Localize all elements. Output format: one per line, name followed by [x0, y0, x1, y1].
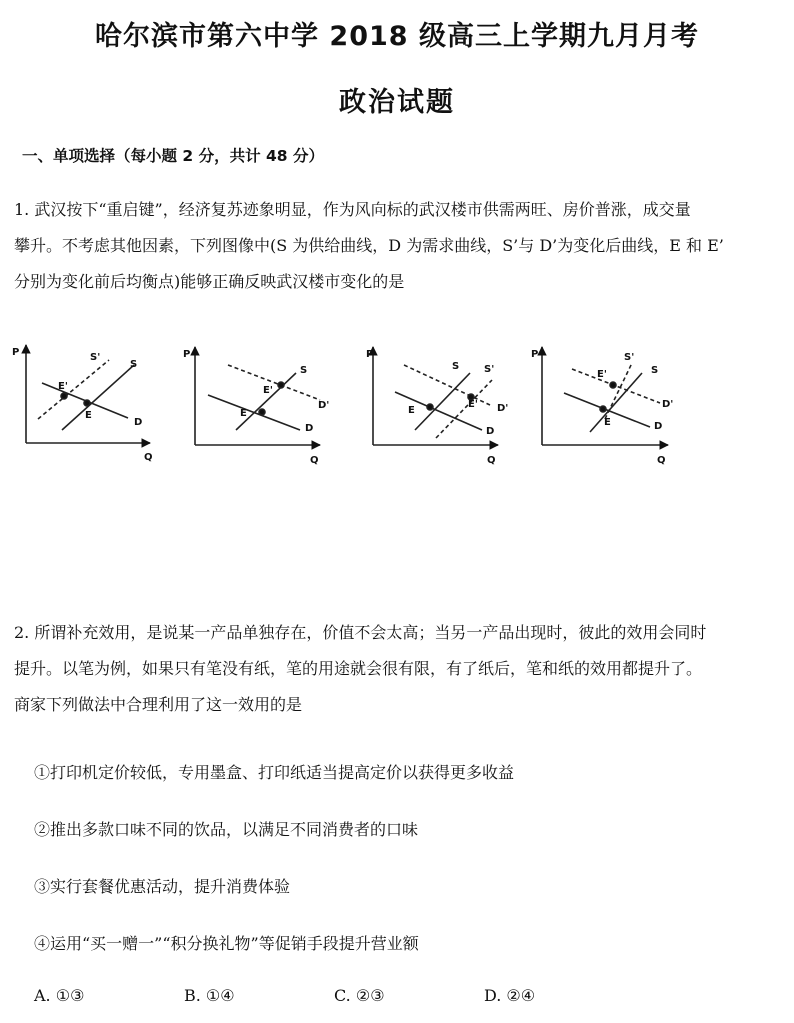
- graph-option-4: [542, 347, 668, 445]
- supply-curve: [236, 373, 296, 430]
- new-equilibrium-point: [278, 382, 284, 388]
- d-label: D: [134, 417, 143, 428]
- e-prime-label: E': [468, 399, 478, 410]
- question-2-line-3: 商家下列做法中合理利用了这一效用的是: [14, 695, 303, 714]
- choice-c[interactable]: C. ②③: [334, 986, 385, 1005]
- e-label: E: [85, 410, 92, 421]
- question-1-line-3: 分别为变化前后均衡点)能够正确反映武汉楼市变化的是: [14, 272, 405, 291]
- d-prime-label: D': [318, 400, 330, 411]
- s-label: S: [300, 365, 308, 376]
- shifted-supply-curve: [436, 380, 495, 438]
- shifted-supply-curve: [38, 360, 109, 419]
- e-prime-label: E': [263, 385, 273, 396]
- choice-d[interactable]: D. ②④: [484, 986, 536, 1005]
- question-2-line-2: 提升。以笔为例，如果只有笔没有纸，笔的用途就会很有限，有了纸后，笔和纸的效用都提升了。: [14, 659, 703, 678]
- question-1-stem: [14, 192, 786, 300]
- new-equilibrium-point: [610, 382, 616, 388]
- equilibrium-point: [84, 400, 90, 406]
- equilibrium-point: [427, 404, 433, 410]
- d-label: D: [305, 423, 314, 434]
- demand-curve: [208, 395, 300, 430]
- q-label: Q: [657, 455, 666, 466]
- p-label: P: [183, 349, 191, 360]
- supply-curve: [590, 373, 642, 432]
- question-2-item-4: ④运用“买一赠一”“积分换礼物”等促销手段提升营业额: [34, 934, 419, 953]
- question-1-line-1: 1. 武汉按下“重启键”，经济复苏迹象明显，作为风向标的武汉楼市供需两旺、房价普涨，成交量: [14, 200, 691, 219]
- e-label: E: [240, 408, 247, 419]
- graph-option-3: [373, 347, 498, 445]
- d-label: D: [486, 426, 495, 437]
- s-prime-label: S': [90, 352, 101, 363]
- q-label: Q: [144, 452, 153, 463]
- q-label: Q: [310, 455, 319, 466]
- section-heading: 一、单项选择（每小题 2 分，共计 48 分）: [22, 147, 324, 165]
- e-prime-label: E': [58, 381, 68, 392]
- new-equilibrium-point: [61, 393, 67, 399]
- p-label: P: [12, 347, 20, 358]
- s-label: S: [651, 365, 659, 376]
- equilibrium-point: [600, 406, 606, 412]
- d-prime-label: D': [662, 399, 674, 410]
- question-2-stem: [14, 615, 786, 723]
- question-2-item-2: ②推出多款口味不同的饮品，以满足不同消费者的口味: [34, 820, 419, 839]
- exam-subtitle: 政治试题: [339, 87, 455, 118]
- e-prime-label: E': [597, 369, 607, 380]
- equilibrium-point: [259, 409, 265, 415]
- d-prime-label: D': [497, 403, 509, 414]
- p-label: P: [531, 349, 539, 360]
- d-label: D: [654, 421, 663, 432]
- s-label: S: [130, 359, 138, 370]
- question-1-line-2: 攀升。不考虑其他因素，下列图像中(S 为供给曲线，D 为需求曲线，S’与 D’为变化后曲线，E 和 E’: [14, 236, 724, 255]
- s-label: S: [452, 361, 460, 372]
- s-prime-label: S': [624, 352, 635, 363]
- question-2-line-1: 2. 所谓补充效用，是说某一产品单独存在，价值不会太高；当另一产品出现时，彼此的效用会同时: [14, 623, 707, 642]
- supply-curve: [62, 365, 134, 430]
- s-prime-label: S': [484, 364, 495, 375]
- question-1-graphs: [0, 335, 794, 475]
- choice-a[interactable]: A. ①③: [34, 986, 85, 1005]
- choice-b[interactable]: B. ①④: [184, 986, 235, 1005]
- e-label: E: [604, 417, 611, 428]
- q-label: Q: [487, 455, 496, 466]
- question-2-item-3: ③实行套餐优惠活动，提升消费体验: [34, 877, 291, 896]
- exam-title: 哈尔滨市第六中学 2018 级高三上学期九月月考: [95, 21, 699, 52]
- question-2-item-1: ①打印机定价较低，专用墨盒、打印纸适当提高定价以获得更多收益: [34, 763, 515, 782]
- e-label: E: [408, 405, 415, 416]
- graph-option-2: [195, 347, 320, 445]
- p-label: P: [366, 349, 374, 360]
